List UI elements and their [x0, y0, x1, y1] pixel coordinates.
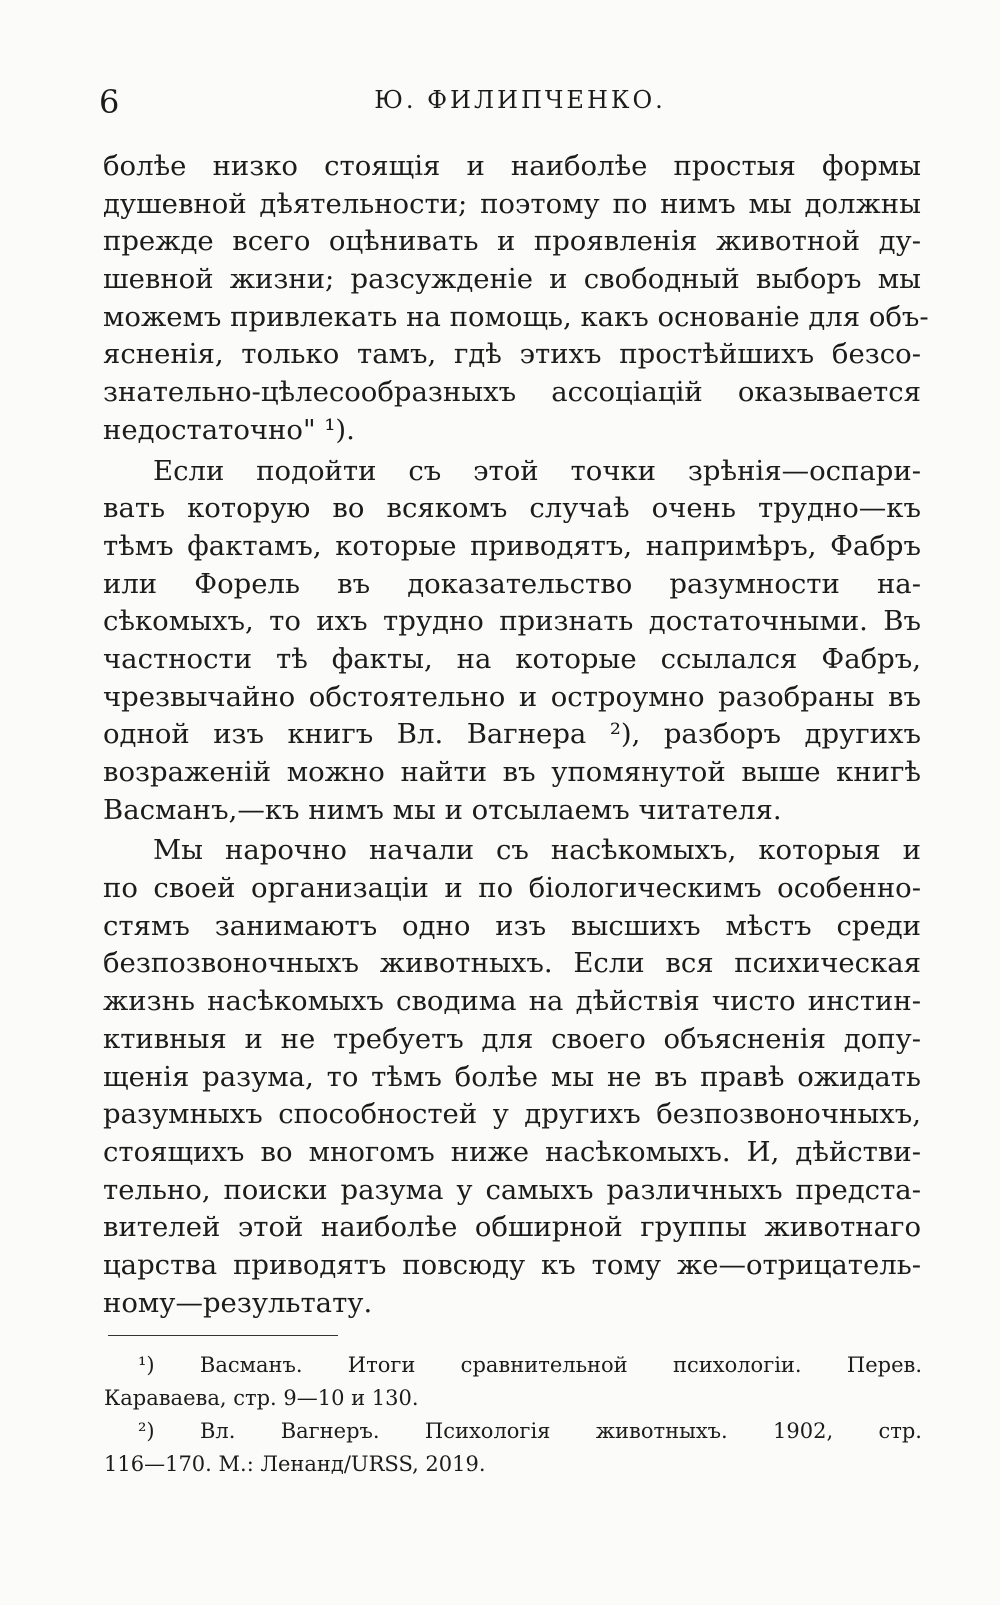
text-line: безпозвоночныхъ животныхъ. Если вся психическая — [103, 947, 921, 980]
text-line: тѣмъ фактамъ, которые приводятъ, напримѣръ, Фабръ — [103, 529, 921, 562]
text-line: возраженій можно найти въ упомянутой выше книгѣ — [103, 756, 921, 788]
text-line: жизнь насѣкомыхъ сводима на дѣйствія чисто инстин- — [103, 985, 921, 1018]
text-line: одной изъ книгъ Вл. Вагнера ²), разборъ другихъ — [103, 718, 921, 751]
footnote-line: 116—170. М.: Ленанд/URSS, 2019. — [104, 1452, 486, 1476]
footnote-line: ²) Вл. Вагнеръ. Психологія животныхъ. 1902, стр. — [138, 1419, 922, 1443]
footnote-line: ¹) Васманъ. Итоги сравнительной психологіи. Перев. — [138, 1353, 922, 1377]
footnote-line: Караваева, стр. 9—10 и 130. — [104, 1386, 419, 1410]
text-line: или Форель въ доказательство разумности на- — [103, 567, 921, 600]
text-line: царства приводятъ повсюду къ тому же—отрицатель- — [103, 1248, 921, 1281]
text-line: прежде всего оцѣнивать и проявленія животной ду- — [103, 225, 921, 258]
text-line: стямъ занимаютъ одно изъ высшихъ мѣстъ среди — [103, 909, 921, 942]
text-line: сѣкомыхъ, то ихъ трудно признать достаточными. Въ — [103, 605, 921, 638]
text-line: ясненія, только тамъ, гдѣ этихъ простѣйшихъ безсо- — [103, 338, 921, 371]
body-text — [103, 148, 929, 1322]
text-line: Если подойти съ этой точки зрѣнія—оспари- — [153, 454, 921, 487]
text-line: болѣе низко стоящія и наиболѣе простыя формы — [103, 150, 921, 182]
text-line: ктивныя и не требуетъ для своего объясненія допу- — [103, 1022, 921, 1055]
text-line: душевной дѣятельности; поэтому по нимъ мы должны — [103, 187, 921, 220]
text-line: вителей этой наиболѣе обширной группы животнаго — [103, 1211, 921, 1244]
text-line: разумныхъ способностей у другихъ безпозвоночныхъ, — [103, 1098, 921, 1131]
text-line: по своей организаціи и по біологическимъ особенно- — [103, 872, 921, 905]
footnote-divider — [108, 1335, 338, 1336]
text-line: Васманъ,—къ нимъ мы и отсылаемъ читателя. — [103, 793, 782, 826]
text-line: можемъ привлекать на помощь, какъ основаніе для объ- — [103, 300, 929, 333]
text-line: знательно-цѣлесообразныхъ ассоціацій оказывается — [103, 376, 921, 409]
text-line: ному—результату. — [103, 1286, 373, 1319]
footnotes — [104, 1349, 922, 1481]
page-number: 6 — [99, 83, 120, 121]
running-title: Ю. ФИЛИПЧЕНКО. — [374, 86, 666, 114]
text-line: частности тѣ факты, на которые ссылался Фабръ, — [103, 642, 921, 675]
text-line: шевной жизни; разсужденіе и свободный выборъ мы — [103, 263, 921, 296]
text-line: щенія разума, то тѣмъ болѣе мы не въ правѣ ожидать — [103, 1060, 921, 1093]
text-line: чрезвычайно обстоятельно и остроумно разобраны въ — [103, 680, 921, 713]
text-line: Мы нарочно начали съ насѣкомыхъ, которыя и — [153, 834, 921, 867]
text-line: стоящихъ во многомъ ниже насѣкомыхъ. И, дѣйстви- — [103, 1135, 921, 1168]
text-line: недостаточно" ¹). — [103, 413, 355, 446]
text-line: вать которую во всякомъ случаѣ очень трудно—къ — [103, 492, 921, 525]
text-line: тельно, поиски разума у самыхъ различныхъ предста- — [103, 1173, 921, 1206]
